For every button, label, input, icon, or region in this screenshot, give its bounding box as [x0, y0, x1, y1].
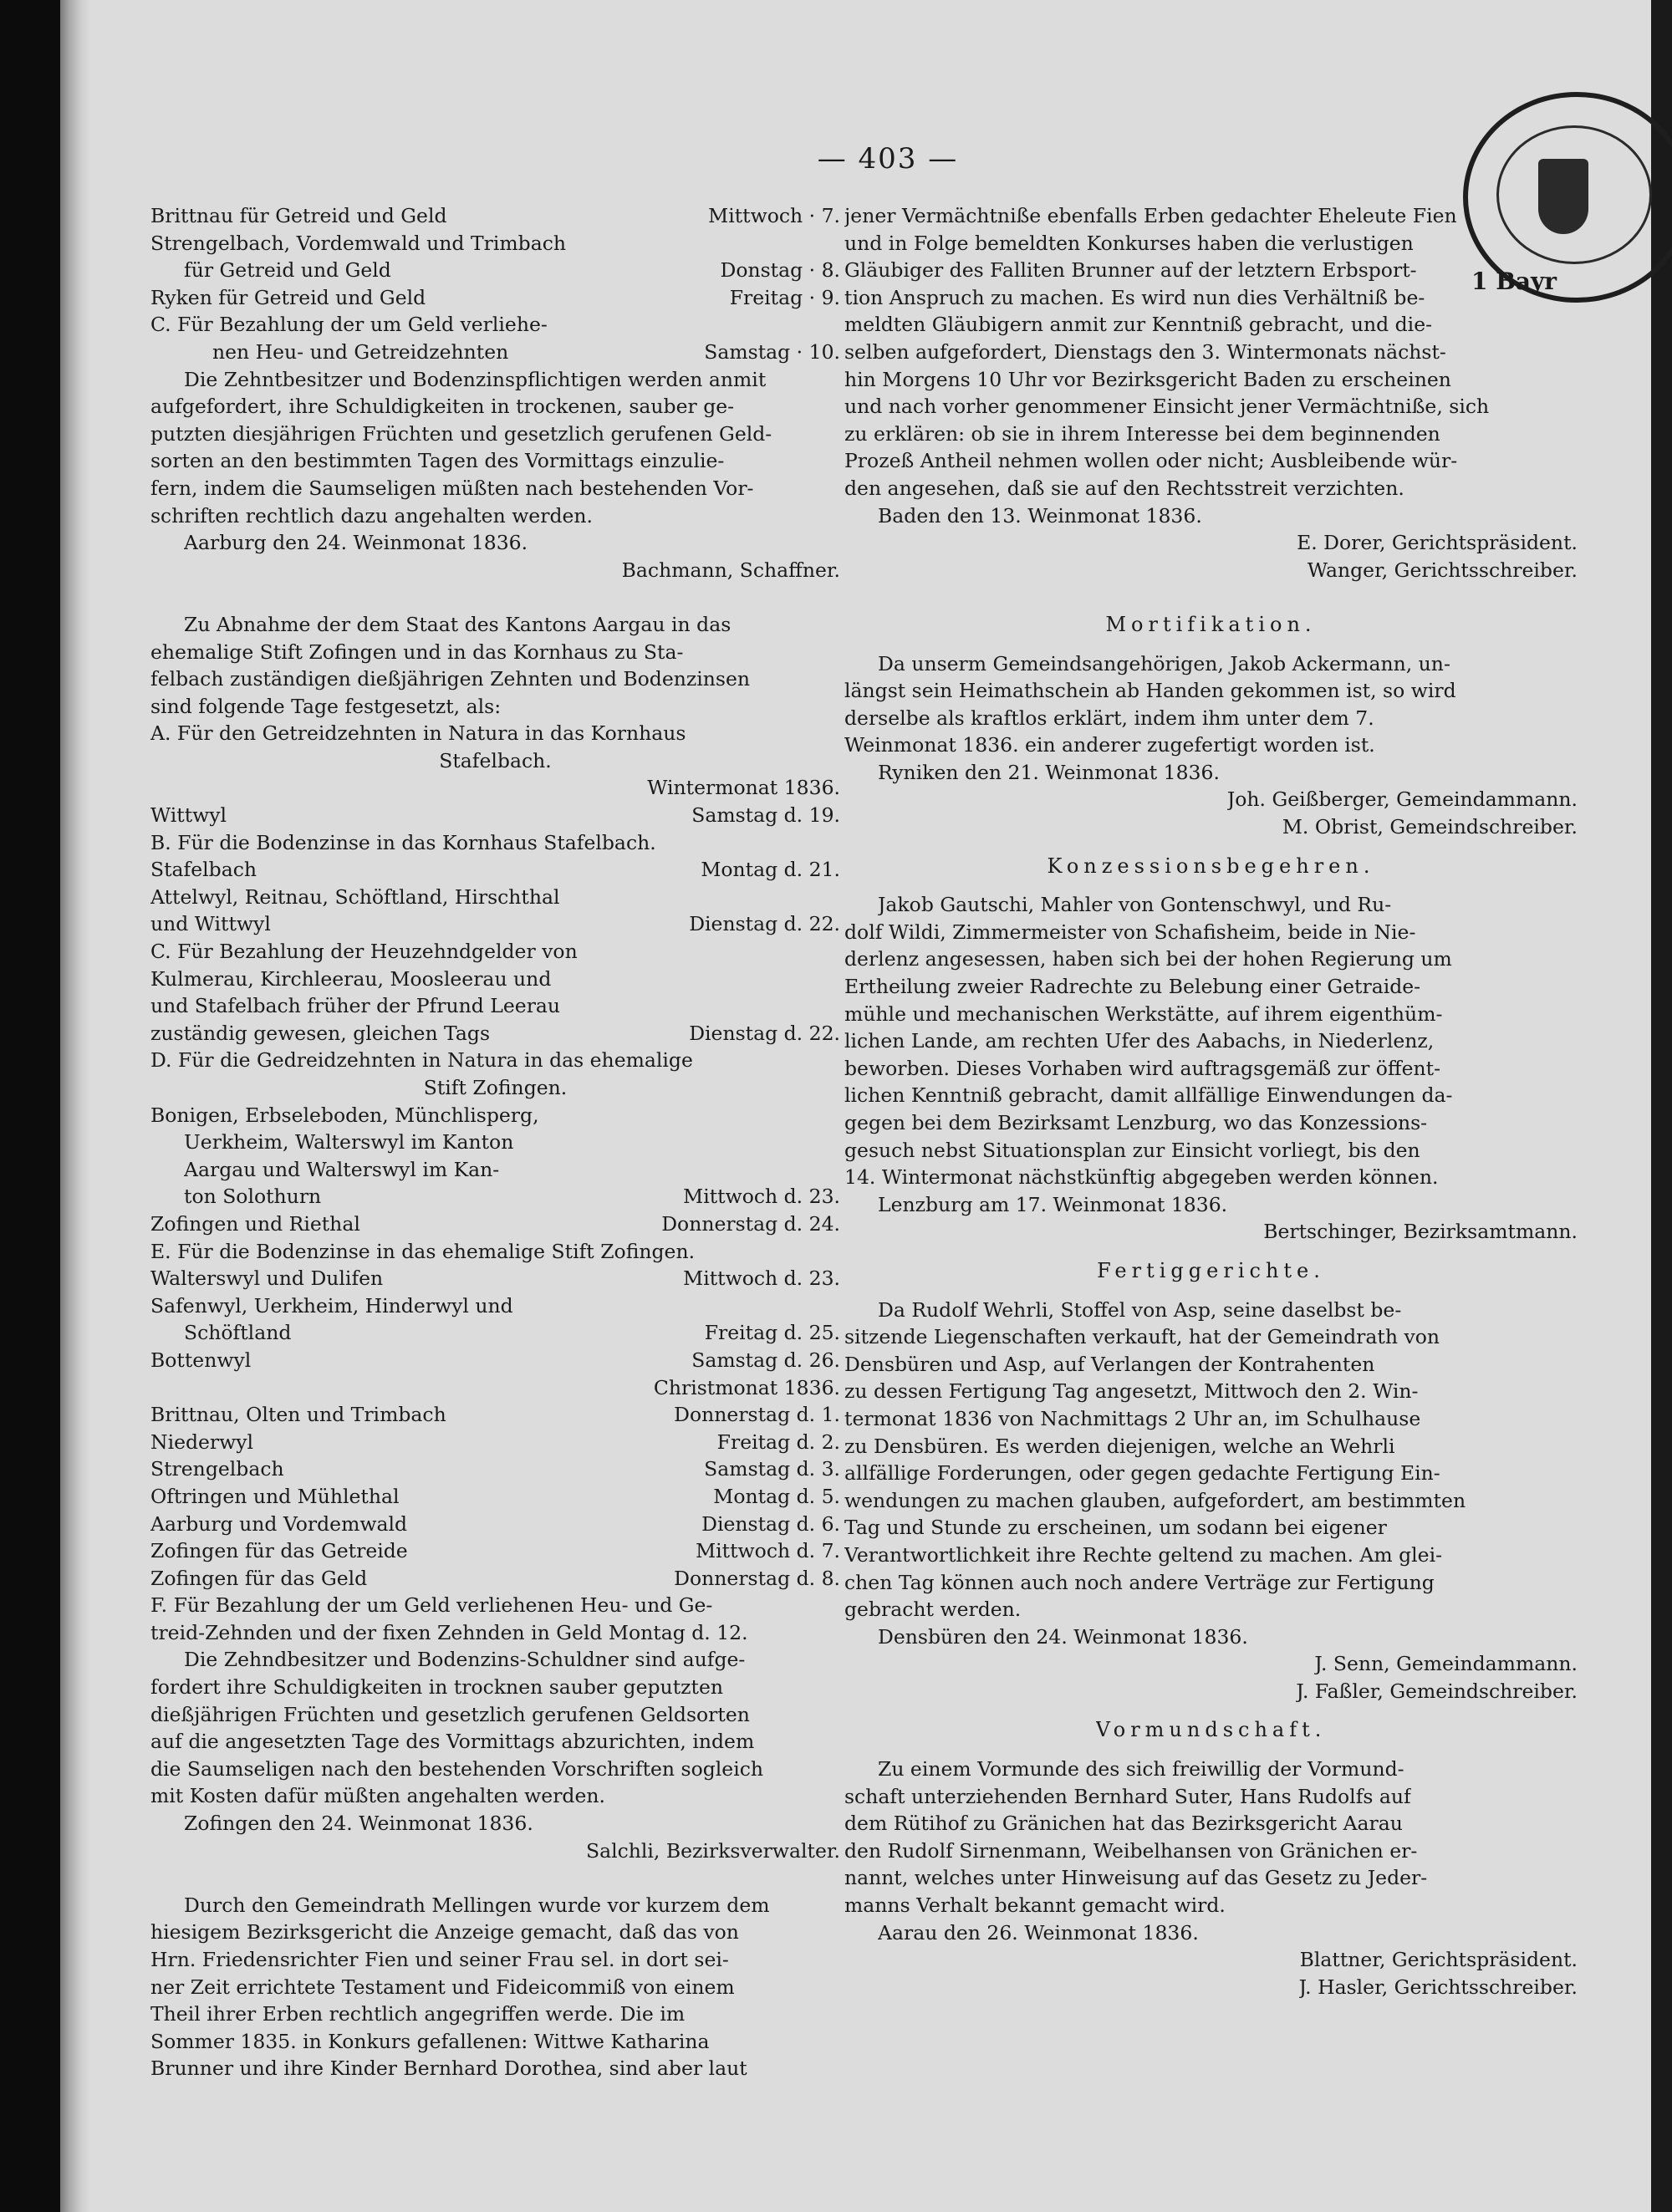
text-line	[844, 1678, 1578, 1705]
line-text: die Saumseligen nach den bestehenden Vorschriften sogleich	[150, 1756, 764, 1781]
line-text: ner Zeit errichtete Testament und Fideicommiß von einem	[150, 1975, 735, 1999]
text-line	[844, 1514, 1578, 1542]
text-line	[844, 813, 1578, 841]
line-text: Bottenwyl	[150, 1348, 252, 1372]
text-line	[150, 938, 840, 966]
text-line	[844, 1191, 1578, 1219]
line-text: Joh. Geißberger, Gemeindammann.	[1226, 787, 1578, 812]
line-text: Mortifikation.	[1105, 612, 1317, 636]
line-text: schaft unterziehenden Bernhard Suter, Hans Rudolfs auf	[844, 1784, 1411, 1808]
text-line	[150, 1319, 840, 1347]
line-text: Oftringen und Mühlethal	[150, 1484, 400, 1508]
text-line	[844, 731, 1578, 759]
text-line	[150, 1265, 840, 1292]
text-line	[844, 1892, 1578, 1919]
spacer	[844, 584, 1578, 611]
line-text: selben aufgefordert, Dienstags den 3. Wintermonats nächst-	[844, 339, 1446, 364]
text-line	[150, 611, 840, 639]
line-text: ehemalige Stift Zofingen und in das Kornhaus zu Sta-	[150, 640, 684, 664]
text-line	[150, 1511, 840, 1538]
text-line	[150, 1674, 840, 1701]
text-line	[844, 1946, 1578, 1974]
line-text: Bachmann, Schaffner.	[621, 558, 840, 582]
text-line	[150, 1374, 840, 1402]
line-text: Walterswyl und Dulifen	[150, 1267, 384, 1291]
line-text: Wittwyl	[150, 803, 227, 828]
line-date: Donnerstag d. 24.	[661, 1211, 840, 1236]
line-text: beworben. Dieses Vorhaben wird auftragsgemäß zur öffent-	[844, 1056, 1441, 1080]
line-text: Die Zehndbesitzer und Bodenzins-Schuldner sind aufge-	[184, 1648, 746, 1672]
text-line	[150, 1646, 840, 1674]
line-text: meldten Gläubigern anmit zur Kenntniß gebracht, und die-	[844, 313, 1433, 337]
text-line	[844, 1218, 1578, 1246]
text-line	[844, 311, 1578, 339]
text-line	[150, 1837, 840, 1865]
text-line	[150, 475, 840, 502]
text-line	[844, 1569, 1578, 1597]
text-line	[844, 1810, 1578, 1837]
text-line	[844, 1405, 1578, 1433]
text-line	[844, 1297, 1578, 1324]
line-text: putzten diesjährigen Früchten und gesetzlich gerufenen Geld-	[150, 421, 772, 446]
text-line	[150, 720, 840, 747]
text-line	[150, 884, 840, 911]
text-line	[844, 677, 1578, 705]
text-line	[150, 1810, 840, 1837]
text-line	[844, 786, 1578, 813]
line-text: lichen Kenntniß gebracht, damit allfällige Einwendungen da-	[844, 1083, 1453, 1108]
line-text: Ryniken den 21. Weinmonat 1836.	[878, 760, 1220, 784]
line-text: ton Solothurn	[184, 1185, 322, 1209]
line-text: J. Faßler, Gemeindschreiber.	[1296, 1679, 1578, 1703]
text-line	[150, 1619, 840, 1647]
line-text: nen Heu- und Getreidzehnten	[212, 339, 509, 364]
line-text: mühle und mechanischen Werkstätte, auf ihrem eigenthüm-	[844, 1002, 1443, 1026]
text-line	[844, 1323, 1578, 1351]
line-text: Ryken für Getreid und Geld	[150, 285, 426, 309]
text-line	[844, 1351, 1578, 1379]
line-text: Stafelbach	[150, 858, 257, 882]
scan-border	[1651, 0, 1672, 2212]
text-line	[844, 393, 1578, 420]
line-text: Brittnau, Olten und Trimbach	[150, 1403, 446, 1427]
text-line	[150, 366, 840, 394]
line-text: dolf Wildi, Zimmermeister von Schafisheim, beide in Nie-	[844, 920, 1416, 944]
text-line	[150, 665, 840, 693]
text-line	[844, 1082, 1578, 1109]
line-date: Dienstag d. 22.	[689, 1021, 840, 1045]
line-date: Samstag · 10.	[704, 339, 840, 364]
line-text: Vormundschaft.	[1095, 1718, 1327, 1742]
line-text: Tag und Stunde zu erscheinen, um sodann bei eigener	[844, 1516, 1387, 1540]
text-line	[150, 1429, 840, 1456]
text-line	[844, 257, 1578, 284]
line-text: Sommer 1835. in Konkurs gefallenen: Wittwe Katharina	[150, 2029, 710, 2053]
line-text: Gläubiger des Falliten Brunner auf der letztern Erbsport-	[844, 258, 1417, 283]
line-text: Stift Zofingen.	[423, 1076, 568, 1099]
line-date: Samstag d. 19.	[691, 803, 840, 828]
line-text: hin Morgens 10 Uhr vor Bezirksgericht Baden zu erscheinen	[844, 367, 1451, 391]
line-text: Da Rudolf Wehrli, Stoffel von Asp, seine daselbst be-	[878, 1297, 1402, 1322]
line-text: allfällige Forderungen, oder gegen gedachte Fertigung Ein-	[844, 1461, 1440, 1486]
line-text: zu erklären: ob sie in ihrem Interesse bei dem beginnenden	[844, 421, 1440, 446]
text-line	[150, 966, 840, 993]
text-line	[150, 529, 840, 557]
text-line	[150, 1919, 840, 1946]
line-text: mit Kosten dafür müßten angehalten werden.	[150, 1784, 605, 1808]
line-text: längst sein Heimathschein ab Handen gekommen ist, so wird	[844, 679, 1456, 703]
spacer	[150, 584, 840, 611]
text-line	[150, 2000, 840, 2028]
text-line	[844, 705, 1578, 732]
stamp-label: 1 Bayr	[1471, 268, 1557, 295]
line-text: auf die angesetzten Tage des Vormittags abzurichten, indem	[150, 1730, 755, 1754]
spacer	[844, 1744, 1578, 1756]
line-text: Salchli, Bezirksverwalter.	[585, 1838, 840, 1863]
line-text: und in Folge bemeldten Konkurses haben die verlustigen	[844, 231, 1414, 255]
line-text: F. Für Bezahlung der um Geld verliehenen Heu- und Ge-	[150, 1593, 713, 1618]
page-gutter	[60, 0, 90, 2212]
line-text: Weinmonat 1836. ein anderer zugefertigt worden ist.	[844, 733, 1375, 757]
text-line	[150, 1537, 840, 1565]
text-line	[844, 557, 1578, 584]
line-text: den angesehen, daß sie auf den Rechtsstreit verzichten.	[844, 476, 1404, 500]
line-text: chen Tag können auch noch andere Verträge zur Fertigung	[844, 1570, 1435, 1594]
line-date: Freitag d. 25.	[704, 1321, 840, 1345]
line-text: Prozeß Antheil nehmen wollen oder nicht; Ausbleibende wür-	[844, 449, 1458, 473]
line-text: Brunner und ihre Kinder Bernhard Dorothea, sind aber laut	[150, 2057, 747, 2081]
line-text: gebracht werden.	[844, 1598, 1022, 1622]
line-text: Densbüren den 24. Weinmonat 1836.	[878, 1624, 1248, 1649]
text-line	[150, 910, 840, 938]
line-text: Wintermonat 1836.	[647, 776, 840, 800]
line-text: Zofingen für das Getreide	[150, 1539, 408, 1563]
text-line	[150, 1565, 840, 1593]
spacer	[844, 841, 1578, 853]
line-text: Niederwyl	[150, 1430, 254, 1454]
text-line	[150, 829, 840, 857]
line-text: dießjährigen Früchten und gesetzlich gerufenen Geldsorten	[150, 1702, 750, 1726]
text-line	[150, 1401, 840, 1429]
line-text: derlenz angesessen, haben sich bei der hohen Regierung um	[844, 947, 1452, 971]
text-line	[844, 1596, 1578, 1623]
line-text: Aarburg und Vordemwald	[150, 1511, 408, 1536]
text-line	[150, 1483, 840, 1511]
text-line	[150, 1102, 840, 1129]
line-text: gesuch nebst Situationsplan zur Einsicht vorliegt, bis den	[844, 1138, 1420, 1162]
line-text: Durch den Gemeindrath Mellingen wurde vor kurzem dem	[184, 1893, 770, 1917]
line-text: Stafelbach.	[439, 748, 552, 772]
text-line	[844, 1623, 1578, 1651]
line-text: Zu Abnahme der dem Staat des Kantons Aargau in das	[184, 612, 732, 636]
text-line	[844, 1460, 1578, 1487]
text-line	[844, 230, 1578, 257]
line-text: felbach zuständigen dießjährigen Zehnten und Bodenzinsen	[150, 667, 751, 691]
line-text: E. Dorer, Gerichtspräsident.	[1297, 531, 1578, 555]
text-line	[844, 420, 1578, 448]
line-date: Montag d. 21.	[701, 858, 840, 882]
text-line	[150, 774, 840, 802]
text-line	[150, 992, 840, 1020]
text-line	[150, 2028, 840, 2056]
line-text: gegen bei dem Bezirksamt Lenzburg, wo das Konzessions-	[844, 1111, 1428, 1134]
text-line	[150, 856, 840, 884]
spacer	[844, 879, 1578, 891]
spacer	[844, 1705, 1578, 1716]
text-line	[150, 557, 840, 584]
text-line	[844, 1164, 1578, 1191]
line-text: Fertiggerichte.	[1097, 1258, 1325, 1282]
text-line	[844, 945, 1578, 973]
text-line	[150, 1020, 840, 1047]
line-text: Schöftland	[184, 1321, 292, 1345]
line-date: Mittwoch · 7.	[708, 204, 840, 227]
section-heading	[844, 611, 1578, 639]
line-date: Samstag d. 3.	[704, 1457, 840, 1481]
line-text: hiesigem Bezirksgericht die Anzeige gemacht, daß das von	[150, 1920, 739, 1944]
line-date: Freitag d. 2.	[716, 1430, 840, 1454]
text-line	[844, 1001, 1578, 1028]
line-text: Konzessionsbegehren.	[1047, 854, 1375, 878]
text-line	[844, 1919, 1578, 1947]
line-text: lichen Lande, am rechten Ufer des Aabachs, in Niederlenz,	[844, 1029, 1435, 1053]
text-line	[150, 639, 840, 666]
text-line	[844, 1756, 1578, 1783]
text-line	[844, 1137, 1578, 1165]
line-text: Bonigen, Erbseleboden, Münchlisperg,	[150, 1103, 539, 1127]
line-text: B. Für die Bodenzinse in das Kornhaus Stafelbach.	[150, 830, 656, 854]
line-text: Densbüren und Asp, auf Verlangen der Kontrahenten	[844, 1352, 1375, 1376]
line-text: sorten an den bestimmten Tagen des Vormittags einzulie-	[150, 449, 725, 473]
line-date: Donnerstag d. 1.	[674, 1403, 840, 1427]
line-date: Freitag · 9.	[729, 285, 840, 309]
line-text: Zofingen den 24. Weinmonat 1836.	[184, 1812, 533, 1836]
spacer	[150, 1864, 840, 1892]
line-text: Hrn. Friedensrichter Fien und seiner Frau sel. in dort sei-	[150, 1948, 729, 1971]
text-line	[844, 973, 1578, 1001]
text-line	[150, 447, 840, 475]
text-line	[844, 1542, 1578, 1569]
line-text: J. Hasler, Gerichtsschreiber.	[1298, 1975, 1578, 1999]
line-text: A. Für den Getreidzehnten in Natura in das Kornhaus	[150, 721, 686, 746]
text-line	[844, 1027, 1578, 1055]
text-line	[844, 475, 1578, 502]
line-text: und nach vorher genommener Einsicht jener Vermächtniße, sich	[844, 395, 1490, 419]
line-text: 14. Wintermonat nächstkünftig abgegeben werden können.	[844, 1165, 1439, 1190]
line-text: und Wittwyl	[150, 912, 271, 936]
line-date: Dienstag d. 6.	[701, 1511, 840, 1536]
line-text: und Stafelbach früher der Pfrund Leerau	[150, 994, 561, 1018]
line-text: Safenwyl, Uerkheim, Hinderwyl und	[150, 1293, 513, 1318]
line-text: Jakob Gautschi, Mahler von Gontenschwyl, und Ru-	[878, 893, 1392, 917]
text-line	[844, 1055, 1578, 1083]
text-line	[844, 1378, 1578, 1405]
line-text: fordert ihre Schuldigkeiten in trocknen sauber geputzten	[150, 1675, 723, 1700]
line-text: Brittnau für Getreid und Geld	[150, 204, 447, 227]
line-text: schriften rechtlich dazu angehalten werden.	[150, 503, 594, 528]
text-line	[844, 919, 1578, 946]
line-text: Strengelbach	[150, 1457, 284, 1481]
text-line	[844, 1783, 1578, 1811]
line-text: Theil ihrer Erben rechtlich angegriffen werde. Die im	[150, 2002, 686, 2026]
line-date: Mittwoch d. 7.	[696, 1539, 840, 1563]
line-text: Aargau und Walterswyl im Kan-	[184, 1157, 500, 1181]
line-text: termonat 1836 von Nachmittags 2 Uhr an, im Schulhause	[844, 1406, 1421, 1430]
text-line	[150, 1728, 840, 1756]
line-text: manns Verhalt bekannt gemacht wird.	[844, 1893, 1226, 1918]
text-line	[150, 1782, 840, 1810]
line-text: nannt, welches unter Hinweisung auf das Gesetz zu Jeder-	[844, 1866, 1428, 1890]
text-line	[150, 311, 840, 339]
text-line	[150, 1292, 840, 1320]
text-line	[844, 1109, 1578, 1137]
line-text: Zofingen für das Geld	[150, 1566, 368, 1590]
text-line	[844, 759, 1578, 787]
line-date: Dienstag d. 22.	[689, 912, 840, 936]
text-line	[150, 747, 840, 775]
text-line	[844, 891, 1578, 919]
line-text: für Getreid und Geld	[184, 258, 391, 283]
text-line	[844, 1433, 1578, 1460]
right-column	[844, 202, 1578, 2000]
section-heading	[844, 853, 1578, 880]
text-line	[150, 502, 840, 530]
left-column	[150, 202, 840, 2082]
text-line	[150, 1074, 840, 1102]
spacer	[844, 639, 1578, 650]
text-line	[150, 1183, 840, 1210]
line-text: Zofingen und Riethal	[150, 1211, 360, 1236]
text-line	[150, 393, 840, 420]
line-text: Bertschinger, Bezirksamtmann.	[1263, 1220, 1578, 1244]
line-text: E. Für die Bodenzinse in das ehemalige Stift Zofingen.	[150, 1239, 696, 1263]
text-line	[150, 1347, 840, 1374]
line-text: Lenzburg am 17. Weinmonat 1836.	[878, 1192, 1228, 1216]
text-line	[150, 1210, 840, 1238]
line-text: Blattner, Gerichtspräsident.	[1299, 1948, 1578, 1972]
section-heading	[844, 1716, 1578, 1744]
line-date: Mittwoch d. 23.	[683, 1185, 840, 1209]
spacer	[844, 1246, 1578, 1257]
line-date: Samstag d. 26.	[691, 1348, 840, 1372]
text-line	[150, 1592, 840, 1619]
line-text: Uerkheim, Walterswyl im Kanton	[184, 1130, 514, 1154]
text-line	[844, 366, 1578, 394]
line-text: Kulmerau, Kirchleerau, Moosleerau und	[150, 966, 552, 991]
line-text: zuständig gewesen, gleichen Tags	[150, 1021, 491, 1045]
text-line	[150, 693, 840, 721]
line-text: Baden den 13. Weinmonat 1836.	[878, 503, 1202, 528]
text-line	[844, 1837, 1578, 1865]
text-line	[150, 1892, 840, 1919]
line-text: Verantwortlichkeit ihre Rechte geltend zu machen. Am glei-	[844, 1542, 1443, 1567]
line-text: Da unserm Gemeindsangehörigen, Jakob Ackermann, un-	[878, 651, 1450, 675]
text-line	[150, 230, 840, 257]
text-line	[150, 284, 840, 312]
line-text: M. Obrist, Gemeindschreiber.	[1282, 815, 1578, 839]
line-text: Aarau den 26. Weinmonat 1836.	[878, 1920, 1199, 1944]
text-line	[844, 447, 1578, 475]
line-text: den Rudolf Sirnenmann, Weibelhansen von Gränichen er-	[844, 1838, 1418, 1863]
line-text: aufgefordert, ihre Schuldigkeiten in trockenen, sauber ge-	[150, 395, 735, 419]
line-text: jener Vermächtniße ebenfalls Erben gedachter Eheleute Fien	[844, 204, 1457, 227]
text-line	[844, 1650, 1578, 1678]
line-text: Zu einem Vormunde des sich freiwillig der Vormund-	[878, 1757, 1404, 1781]
page-number: — 403 —	[817, 142, 959, 176]
section-heading	[844, 1257, 1578, 1285]
text-line	[150, 202, 840, 230]
line-text: tion Anspruch zu machen. Es wird nun dies Verhältniß be-	[844, 285, 1425, 309]
line-text: Die Zehntbesitzer und Bodenzinspflichtigen werden anmit	[184, 367, 767, 391]
text-line	[150, 2055, 840, 2082]
text-line	[844, 529, 1578, 557]
line-date: Montag d. 5.	[713, 1484, 840, 1508]
text-line	[844, 1864, 1578, 1892]
text-line	[844, 502, 1578, 530]
text-line	[150, 420, 840, 448]
text-line	[844, 1974, 1578, 2001]
coat-of-arms-icon	[1538, 159, 1588, 234]
line-date: Donstag · 8.	[720, 258, 840, 283]
text-line	[150, 1756, 840, 1783]
text-line	[150, 1974, 840, 2001]
newspaper-page	[60, 0, 1651, 2212]
line-text: Attelwyl, Reitnau, Schöftland, Hirschthal	[150, 884, 560, 909]
line-text: zu dessen Fertigung Tag angesetzt, Mittwoch den 2. Win-	[844, 1379, 1419, 1404]
text-line	[150, 1047, 840, 1074]
line-text: fern, indem die Saumseligen müßten nach bestehenden Vor-	[150, 476, 754, 500]
line-date: Mittwoch d. 23.	[683, 1267, 840, 1291]
spacer	[844, 1285, 1578, 1297]
text-line	[844, 284, 1578, 312]
line-text: wendungen zu machen glauben, aufgefordert, am bestimmten	[844, 1488, 1466, 1512]
line-text: C. Für Bezahlung der um Geld verliehe-	[150, 313, 548, 337]
text-line	[150, 1238, 840, 1266]
line-text: sind folgende Tage festgesetzt, als:	[150, 694, 502, 718]
line-text: Christmonat 1836.	[653, 1375, 840, 1399]
text-line	[150, 1129, 840, 1156]
line-text: Strengelbach, Vordemwald und Trimbach	[150, 231, 566, 255]
text-line	[844, 1487, 1578, 1515]
text-line	[150, 339, 840, 366]
text-line	[150, 1455, 840, 1483]
line-text: zu Densbüren. Es werden diejenigen, welche an Wehrli	[844, 1434, 1395, 1458]
line-text: dem Rütihof zu Gränichen hat das Bezirksgericht Aarau	[844, 1812, 1403, 1836]
line-text: C. Für Bezahlung der Heuzehndgelder von	[150, 940, 578, 964]
line-text: Ertheilung zweier Radrechte zu Belebung einer Getraide-	[844, 975, 1421, 999]
line-text: derselbe als kraftlos erklärt, indem ihm unter dem 7.	[844, 706, 1374, 730]
text-line	[150, 802, 840, 829]
line-text: Aarburg den 24. Weinmonat 1836.	[184, 531, 528, 555]
line-date: Donnerstag d. 8.	[674, 1566, 840, 1590]
text-line	[150, 1701, 840, 1729]
text-line	[150, 1156, 840, 1184]
text-line	[844, 339, 1578, 366]
line-text: sitzende Liegenschaften verkauft, hat der Gemeindrath von	[844, 1325, 1440, 1349]
text-line	[150, 257, 840, 284]
text-line	[844, 650, 1578, 678]
line-text: J. Senn, Gemeindammann.	[1314, 1652, 1578, 1676]
text-line	[150, 1946, 840, 1974]
line-text: Wanger, Gerichtsschreiber.	[1307, 558, 1578, 582]
line-text: treid-Zehnden und der fixen Zehnden in Geld Montag d. 12.	[150, 1620, 748, 1644]
line-text: D. Für die Gedreidzehnten in Natura in das ehemalige	[150, 1048, 693, 1073]
